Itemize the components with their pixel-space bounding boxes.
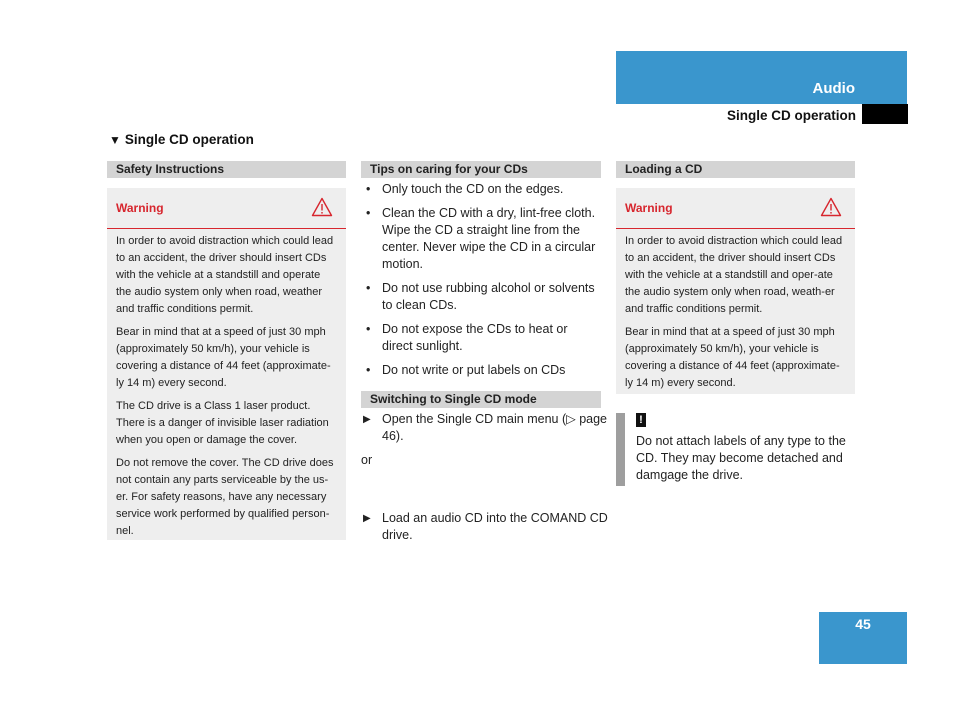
tips-list bbox=[361, 181, 601, 386]
warning-label: Warning bbox=[116, 201, 164, 215]
bullet-dot-icon: • bbox=[366, 322, 371, 336]
loading-cd-bar: Loading a CD bbox=[616, 161, 855, 178]
section-title: Single CD operation bbox=[726, 108, 856, 123]
note-box bbox=[616, 413, 856, 486]
warning-body bbox=[107, 229, 346, 552]
list-item-text: Do not write or put labels on CDs bbox=[382, 363, 566, 377]
warning-triangle-icon bbox=[820, 197, 842, 217]
warning-paragraph: Bear in mind that at a speed of just 30 mph (approximately 50 km/h), your vehicle is covering a distance of 44 feet (approximate-ly 14 m) every second. bbox=[625, 326, 840, 389]
warning-header bbox=[616, 188, 855, 229]
switching-bar: Switching to Single CD mode bbox=[361, 391, 601, 408]
step-text: Load an audio CD into the COMAND CD drive. bbox=[382, 511, 608, 542]
exclamation-note-icon: ! bbox=[636, 413, 646, 427]
instruction-step bbox=[361, 411, 622, 445]
note-side-bar bbox=[616, 413, 625, 486]
instruction-step bbox=[361, 510, 622, 544]
or-text: or bbox=[361, 453, 373, 467]
warning-paragraph: In order to avoid distraction which could lead to an accident, the driver should insert CDs with the vehicle at a standstill and operate the audio system only when road, weather and traffic conditions permit. bbox=[116, 235, 334, 315]
chapter-tab bbox=[616, 51, 907, 104]
note-text: Do not attach labels of any type to the CD. They may become detached and damgage the drive. bbox=[636, 434, 846, 482]
page-heading-text: Single CD operation bbox=[124, 132, 254, 147]
list-item bbox=[361, 362, 601, 379]
list-item bbox=[361, 181, 601, 198]
list-item bbox=[361, 321, 601, 355]
bullet-dot-icon: • bbox=[366, 206, 371, 220]
bullet-dot-icon: • bbox=[366, 363, 371, 377]
list-item-text: Clean the CD with a dry, lint-free cloth. Wipe the CD a straight line from the center. Never wipe the CD in a circular motion. bbox=[382, 206, 596, 271]
warning-paragraph: The CD drive is a Class 1 laser product. There is a danger of invisible laser radiation when you open or damage the cover. bbox=[116, 400, 329, 446]
list-item bbox=[361, 280, 601, 314]
list-item bbox=[361, 205, 601, 273]
chapter-title: Audio bbox=[812, 80, 855, 97]
safety-instructions-bar: Safety Instructions bbox=[107, 161, 346, 178]
page-heading bbox=[109, 132, 254, 147]
list-item-text: Do not expose the CDs to heat or direct sunlight. bbox=[382, 322, 568, 353]
bullet-dot-icon: • bbox=[366, 281, 371, 295]
warning-header bbox=[107, 188, 346, 229]
page-number: 45 bbox=[855, 616, 871, 632]
step-arrow-icon: ▶ bbox=[363, 414, 371, 425]
tips-bar: Tips on caring for your CDs bbox=[361, 161, 601, 178]
list-item-text: Do not use rubbing alcohol or solvents to clean CDs. bbox=[382, 281, 595, 312]
warning-box-loading bbox=[616, 188, 855, 394]
warning-box-safety bbox=[107, 188, 346, 540]
step-text: Open the Single CD main menu (▷ page 46). bbox=[382, 412, 608, 443]
warning-body bbox=[616, 229, 855, 404]
triangle-down-icon: ▼ bbox=[109, 133, 121, 147]
warning-label: Warning bbox=[625, 201, 673, 215]
warning-paragraph: Bear in mind that at a speed of just 30 mph (approximately 50 km/h), your vehicle is covering a distance of 44 feet (approximate-ly 14 m) every second. bbox=[116, 326, 331, 389]
step-arrow-icon: ▶ bbox=[363, 513, 371, 524]
warning-triangle-icon bbox=[311, 197, 333, 217]
section-marker bbox=[862, 104, 908, 124]
warning-paragraph: In order to avoid distraction which could lead to an accident, the driver should insert CDs with the vehicle at a standstill and oper-ate the audio system only when road, weath-er and traffic conditions permit. bbox=[625, 235, 843, 315]
warning-paragraph: Do not remove the cover. The CD drive does not contain any parts serviceable by the us-er. For safety reasons, have any necessary service work performed by qualified person-nel. bbox=[116, 457, 334, 537]
list-item-text: Only touch the CD on the edges. bbox=[382, 182, 564, 196]
page-number-box bbox=[819, 612, 907, 664]
bullet-dot-icon: • bbox=[366, 182, 371, 196]
